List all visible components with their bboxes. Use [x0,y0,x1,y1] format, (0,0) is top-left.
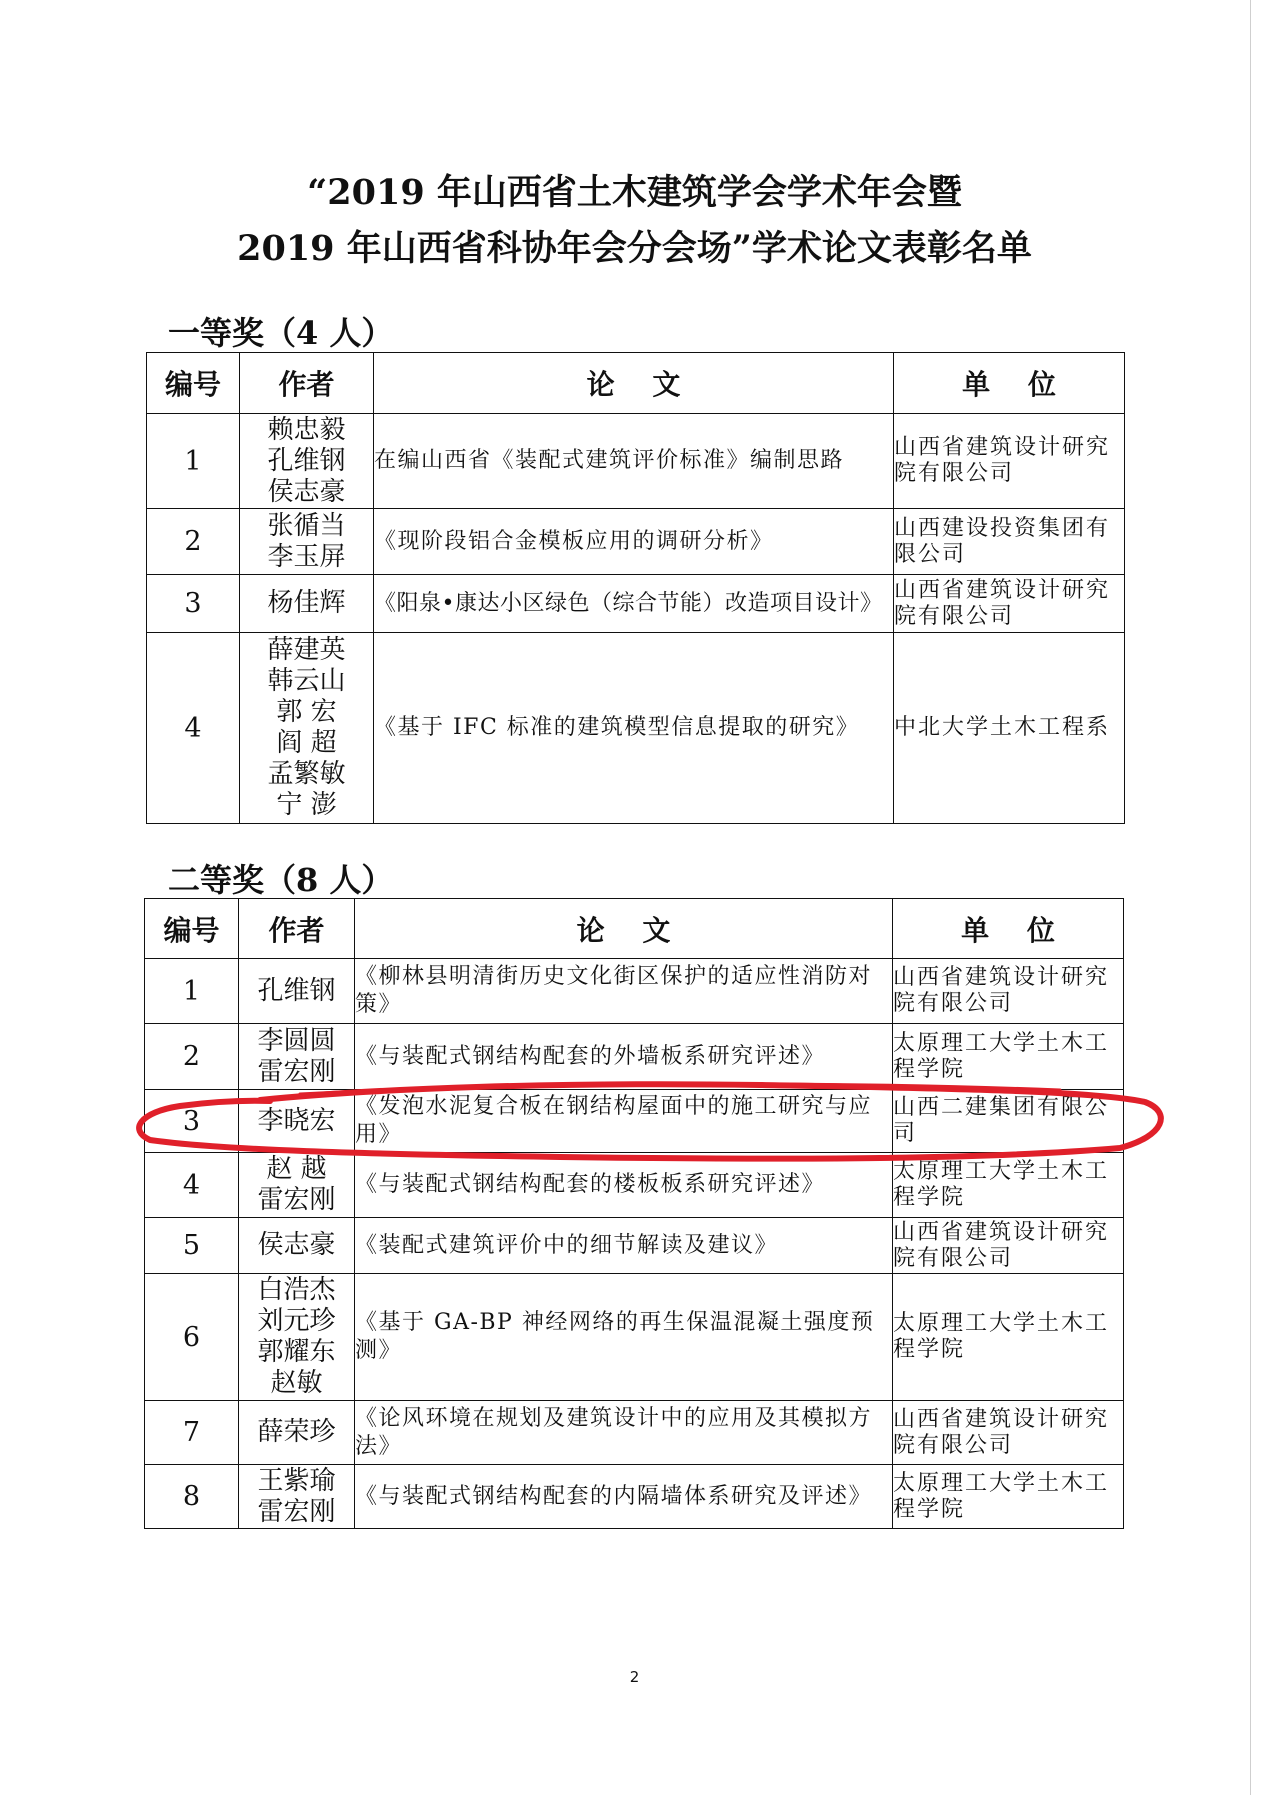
author-name: 孟繁敏 [267,759,346,789]
author-name: 郭 宏 [276,697,337,727]
row-num: 8 [145,1465,239,1529]
row-num: 3 [145,1090,239,1153]
row-unit: 太原理工大学土木工程学院 [893,1153,1124,1218]
author-name: 赖忠毅 [267,414,346,445]
header-num: 编号 [147,353,240,414]
row-authors [239,959,355,1024]
row-paper: 《现阶段铝合金模板应用的调研分析》 [374,509,894,575]
row-paper: 《发泡水泥复合板在钢结构屋面中的施工研究与应用》 [355,1090,893,1153]
second-prize-table [144,898,1124,1529]
table-header-row [145,899,1124,959]
author-name: 李圆圆 [257,1025,336,1056]
table-row [145,1401,1124,1465]
table-row [145,1153,1124,1218]
table-row [147,414,1125,509]
row-authors [239,1024,355,1090]
page-number: 2 [629,1668,640,1686]
row-num: 3 [147,575,240,633]
row-num: 5 [145,1218,239,1274]
row-authors [239,1465,355,1529]
row-authors [239,1153,355,1218]
row-num: 1 [147,414,240,509]
first-prize-heading: 一等奖（4 人） [168,314,394,352]
row-paper: 在编山西省《装配式建筑评价标准》编制思路 [374,414,894,509]
title-line-1: “2019 年山西省土木建筑学会学术年会暨 [307,172,962,213]
row-paper: 《与装配式钢结构配套的楼板板系研究评述》 [355,1153,893,1218]
row-paper: 《阳泉•康达小区绿色（综合节能）改造项目设计》 [374,575,894,633]
author-name: 王紫瑜 [257,1465,336,1496]
row-num: 6 [145,1274,239,1401]
author-name: 赵敏 [270,1368,323,1398]
author-name: 杨佳辉 [267,588,346,618]
row-unit: 山西省建筑设计研究院有限公司 [893,959,1124,1024]
author-name: 孔维钢 [257,975,336,1006]
row-unit: 太原理工大学土木工程学院 [893,1024,1124,1090]
author-name: 薛荣珍 [257,1417,336,1447]
author-name: 雷宏刚 [257,1185,336,1215]
header-unit: 单 位 [893,899,1124,959]
row-unit: 山西省建筑设计研究院有限公司 [893,1218,1124,1274]
table-header-row [147,353,1125,414]
row-unit: 山西省建筑设计研究院有限公司 [894,414,1125,509]
row-unit: 太原理工大学土木工程学院 [893,1274,1124,1401]
row-num: 4 [147,633,240,824]
row-unit: 山西二建集团有限公司 [893,1090,1124,1153]
document-title [0,165,1269,277]
author-name: 张循当 [267,510,346,541]
row-authors [240,633,374,824]
title-line-2: 2019 年山西省科协年会分会场”学术论文表彰名单 [237,228,1032,269]
row-paper: 《基于 GA-BP 神经网络的再生保温混凝土强度预测》 [355,1274,893,1401]
row-num: 1 [145,959,239,1024]
author-name: 郭耀东 [257,1337,336,1367]
author-name: 赵 越 [266,1154,327,1184]
header-paper: 论 文 [355,899,893,959]
row-unit: 山西建设投资集团有限公司 [894,509,1125,575]
table-row [147,633,1125,824]
second-prize-heading: 二等奖（8 人） [168,861,394,899]
table-row [145,1274,1124,1401]
row-num: 2 [145,1024,239,1090]
author-name: 孔维钢 [267,445,346,476]
row-paper: 《装配式建筑评价中的细节解读及建议》 [355,1218,893,1274]
author-name: 刘元珍 [257,1306,336,1336]
row-paper: 《基于 IFC 标准的建筑模型信息提取的研究》 [374,633,894,824]
row-authors [239,1401,355,1465]
table-row [145,959,1124,1024]
header-num: 编号 [145,899,239,959]
author-name: 白浩杰 [257,1275,336,1305]
row-unit: 太原理工大学土木工程学院 [893,1465,1124,1529]
author-name: 薛建英 [267,635,346,665]
table-row [145,1090,1124,1153]
row-paper: 《与装配式钢结构配套的内隔墙体系研究及评述》 [355,1465,893,1529]
author-name: 侯志豪 [267,476,346,507]
table-row [147,509,1125,575]
row-num: 4 [145,1153,239,1218]
author-name: 雷宏刚 [257,1496,336,1527]
table-row [147,575,1125,633]
row-authors [239,1218,355,1274]
author-name: 侯志豪 [257,1230,336,1260]
author-name: 雷宏刚 [257,1056,336,1087]
row-authors [240,575,374,633]
table-row [145,1465,1124,1529]
row-authors [239,1090,355,1153]
header-author: 作者 [240,353,374,414]
author-name: 宁 澎 [276,790,337,820]
author-name: 李晓宏 [257,1105,336,1136]
author-name: 李玉屏 [267,541,346,572]
row-paper: 《柳林县明清街历史文化街区保护的适应性消防对策》 [355,959,893,1024]
header-unit: 单 位 [894,353,1125,414]
row-num: 7 [145,1401,239,1465]
row-authors [240,414,374,509]
row-authors [239,1274,355,1401]
row-unit: 山西省建筑设计研究院有限公司 [894,575,1125,633]
author-name: 韩云山 [267,666,346,696]
table-row [145,1024,1124,1090]
table-row [145,1218,1124,1274]
author-name: 阎 超 [276,728,337,758]
row-unit: 中北大学土木工程系 [894,633,1125,824]
row-num: 2 [147,509,240,575]
row-unit: 山西省建筑设计研究院有限公司 [893,1401,1124,1465]
header-author: 作者 [239,899,355,959]
row-paper: 《与装配式钢结构配套的外墙板系研究评述》 [355,1024,893,1090]
header-paper: 论 文 [374,353,894,414]
row-authors [240,509,374,575]
first-prize-table [146,352,1125,824]
row-paper: 《论风环境在规划及建筑设计中的应用及其模拟方法》 [355,1401,893,1465]
